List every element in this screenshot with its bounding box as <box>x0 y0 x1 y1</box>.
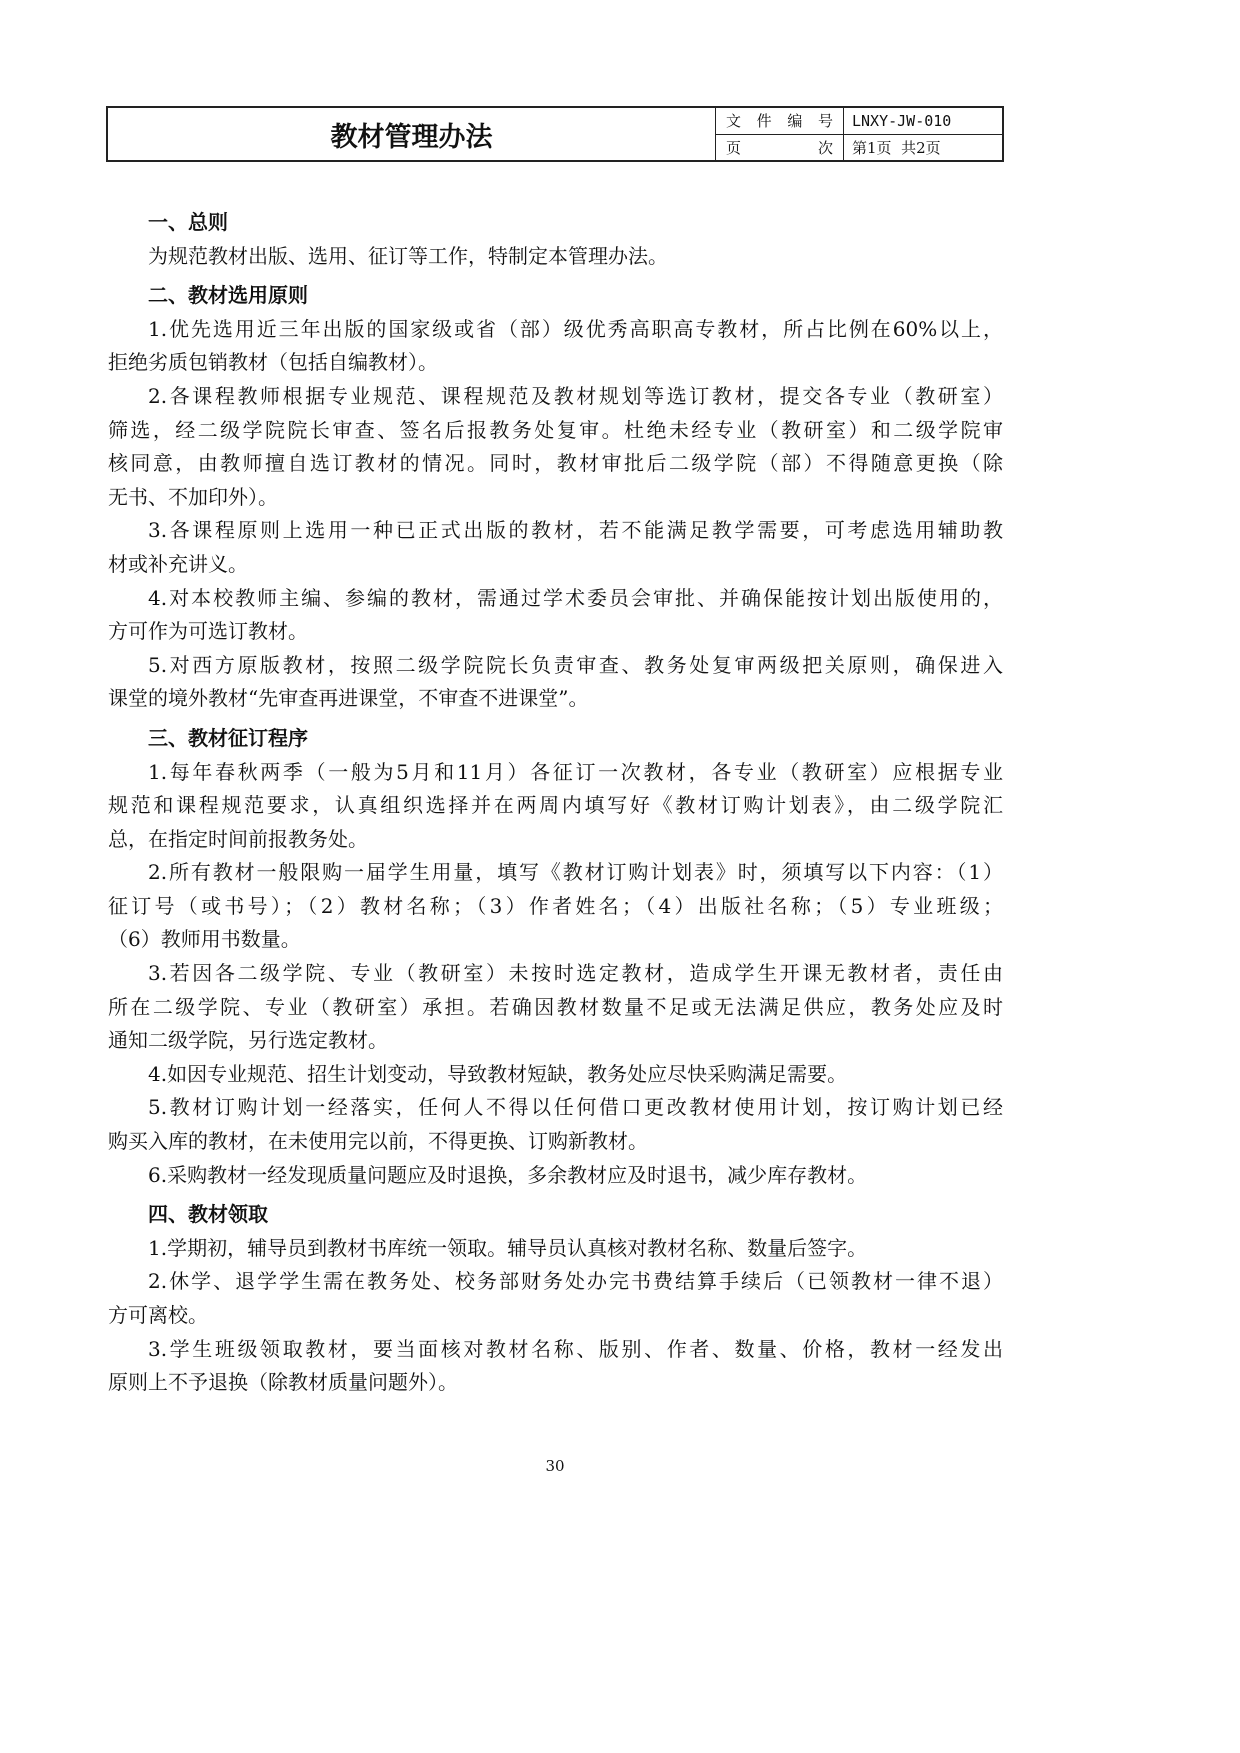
section-heading: 三、教材征订程序 <box>148 725 308 750</box>
paragraph <box>108 380 1003 514</box>
paragraph-line: 所在二级学院、专业（教研室）承担。若确因教材数量不足或无法满足供应，教务处应及时 <box>108 994 1003 1019</box>
section-heading: 一、总则 <box>148 210 228 234</box>
paragraph-line: 4.如因专业规范、招生计划变动，导致教材短缺，教务处应尽快采购满足需要。 <box>148 1061 848 1086</box>
label-char: 件 <box>756 112 772 131</box>
paragraph-line: 2.休学、退学学生需在教务处、校务部财务处办完书费结算手续后（已领教材一律不退） <box>148 1269 1003 1294</box>
paragraph-line: 无书、不加印外）。 <box>108 484 278 509</box>
paragraph-line: 1.每年春秋两季（一般为5月和11月）各征订一次教材，各专业（教研室）应根据专业 <box>148 759 1003 784</box>
paragraph-line: 1.学期初，辅导员到教材书库统一领取。辅导员认真核对教材名称、数量后签字。 <box>148 1235 868 1260</box>
paragraph-line: 5.对西方原版教材，按照二级学院院长负责审查、教务处复审两级把关原则，确保进入 <box>148 652 1003 677</box>
page-number: 30 <box>545 1457 565 1475</box>
paragraph-line: 原则上不予退换（除教材质量问题外）。 <box>108 1370 458 1395</box>
paragraph-line: 为规范教材出版、选用、征订等工作，特制定本管理办法。 <box>148 243 668 268</box>
doc-number-value: LNXY-JW-010 <box>852 111 952 130</box>
paragraph <box>108 313 1003 380</box>
section-heading: 二、教材选用原则 <box>148 283 308 308</box>
paragraph-line: 征订号（或书号）；（2）教材名称；（3）作者姓名；（4）出版社名称；（5）专业班级； <box>108 893 1003 918</box>
paragraph-line: 2.所有教材一般限购一届学生用量，填写《教材订购计划表》时，须填写以下内容：（1） <box>148 860 1003 885</box>
paragraph <box>108 582 1003 649</box>
document-meta <box>716 108 1002 160</box>
paragraph-line: 方可作为可选订教材。 <box>108 619 308 644</box>
label-char: 编 <box>787 112 803 131</box>
paragraph-line: 通知二级学院，另行选定教材。 <box>108 1028 388 1053</box>
paragraph-line: （6）教师用书数量。 <box>108 927 301 952</box>
label-char: 页 <box>726 138 742 157</box>
label-char: 文 <box>726 112 742 131</box>
paragraph-line: 3.若因各二级学院、专业（教研室）未按时选定教材，造成学生开课无教材者，责任由 <box>148 961 1003 986</box>
paragraph-line: 购买入库的教材，在未使用完以前，不得更换、订购新教材。 <box>108 1129 648 1154</box>
paragraph <box>108 1232 1003 1266</box>
paragraph-line: 筛选，经二级学院院长审查、签名后报教务处复审。杜绝未经专业（教研室）和二级学院审 <box>108 417 1003 442</box>
paragraph <box>108 1058 1003 1092</box>
paragraph <box>108 1091 1003 1158</box>
paragraph <box>108 957 1003 1058</box>
paragraph <box>108 1265 1003 1332</box>
page-row <box>716 134 1002 161</box>
paragraph-line: 总，在指定时间前报教务处。 <box>108 826 368 851</box>
paragraph-line: 6.采购教材一经发现质量问题应及时退换，多余教材应及时退书，减少库存教材。 <box>148 1162 868 1187</box>
document-header-table <box>106 106 1004 162</box>
label-char: 号 <box>817 112 833 131</box>
paragraph-line: 课堂的境外教材“先审查再进课堂，不审查不进课堂”。 <box>108 686 589 711</box>
doc-number-label <box>716 108 844 134</box>
paragraph-line: 3.各课程原则上选用一种已正式出版的教材，若不能满足教学需要，可考虑选用辅助教 <box>148 518 1003 543</box>
paragraph <box>108 756 1003 857</box>
paragraph-line: 5.教材订购计划一经落实，任何人不得以任何借口更改教材使用计划，按订购计划已经 <box>148 1095 1003 1120</box>
paragraph <box>108 649 1003 716</box>
paragraph-line: 核同意，由教师擅自选订教材的情况。同时，教材审批后二级学院（部）不得随意更换（除 <box>108 451 1003 476</box>
paragraph <box>108 1159 1003 1193</box>
paragraph <box>108 1333 1003 1400</box>
paragraph-line: 材或补充讲义。 <box>108 551 248 576</box>
paragraph <box>108 240 1003 274</box>
paragraph-line: 2.各课程教师根据专业规范、课程规范及教材规划等选订教材，提交各专业（教研室） <box>148 383 1003 408</box>
paragraph-line: 方可离校。 <box>108 1303 208 1327</box>
label-char: 次 <box>817 138 833 157</box>
doc-number-row <box>716 108 1002 134</box>
paragraph <box>108 514 1003 581</box>
page-label <box>716 135 844 161</box>
paragraph-line: 3.学生班级领取教材，要当面核对教材名称、版别、作者、数量、价格，教材一经发出 <box>148 1336 1003 1361</box>
document-title: 教材管理办法 <box>108 108 716 160</box>
page-value: 第1页 共2页 <box>852 138 941 157</box>
paragraph-line: 规范和课程规范要求，认真组织选择并在两周内填写好《教材订购计划表》，由二级学院汇 <box>108 793 1003 818</box>
section-heading: 四、教材领取 <box>148 1202 268 1227</box>
paragraph-line: 拒绝劣质包销教材（包括自编教材）。 <box>108 350 438 375</box>
paragraph <box>108 856 1003 957</box>
document-body <box>108 200 1003 1400</box>
paragraph-line: 4.对本校教师主编、参编的教材，需通过学术委员会审批、并确保能按计划出版使用的， <box>148 585 1003 610</box>
paragraph-line: 1.优先选用近三年出版的国家级或省（部）级优秀高职高专教材，所占比例在60%以上， <box>148 316 1003 341</box>
